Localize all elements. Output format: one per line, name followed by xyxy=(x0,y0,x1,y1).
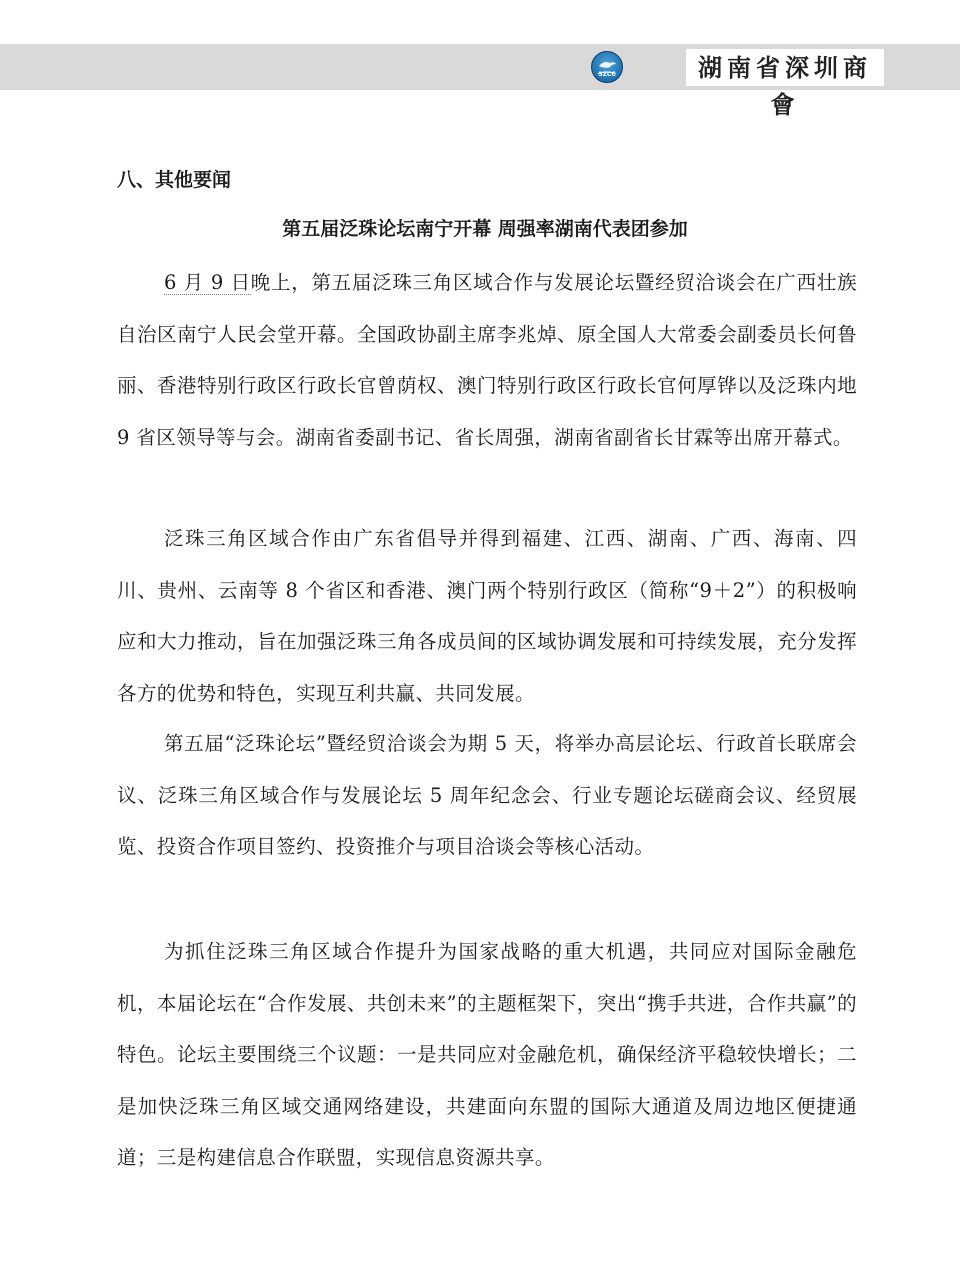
event-date: 6 月 9 日 xyxy=(164,271,251,294)
paragraph-1 xyxy=(117,257,857,463)
logo-text: SZCC xyxy=(598,71,616,78)
organization-name: 湖南省深圳商會 xyxy=(686,49,884,86)
paragraph-1-text: 晚上，第五届泛珠三角区域合作与发展论坛暨经贸洽谈会在广西壮族自治区南宁人民会堂开幕。全国政协副主席李兆焯、原全国人大常委会副委员长何鲁丽、香港特别行政区行政长官曾荫权、澳门特别行政区行政长官何厚铧以及泛珠内地 9 省区领导等与会。湖南省委副书记、省长周强，湖南省副省长甘霖等出席开幕式。 xyxy=(117,271,857,449)
section-heading: 八、其他要闻 xyxy=(117,169,232,191)
paragraph-3: 第五届“泛珠论坛”暨经贸洽谈会为期 5 天，将举办高层论坛、行政首长联席会议、泛珠三角区域合作与发展论坛 5 周年纪念会、行业专题论坛磋商会议、经贸展览、投资合作项目签约、投资推介与项目洽谈会等核心活动。 xyxy=(117,732,857,858)
article-title: 第五届泛珠论坛南宁开幕 周强率湖南代表团参加 xyxy=(282,218,688,240)
chamber-logo xyxy=(591,51,623,83)
paragraph-4: 为抓住泛珠三角区域合作提升为国家战略的重大机遇，共同应对国际金融危机，本届论坛在“合作发展、共创未来”的主题框架下，突出“携手共进，合作共赢”的特色。论坛主要围绕三个议题：一是共同应对金融危机，确保经济平稳较快增长；二是加快泛珠三角区域交通网络建设，共建面向东盟的国际大通道及周边地区便捷通道；三是构建信息合作联盟，实现信息资源共享。 xyxy=(117,940,857,1169)
paragraph-2: 泛珠三角区域合作由广东省倡导并得到福建、江西、湖南、广西、海南、四川、贵州、云南等 8 个省区和香港、澳门两个特别行政区（简称“9＋2”）的积极响应和大力推动，旨在加强泛珠三角各成员间的区域协调发展和可持续发展，充分发挥各方的优势和特色，实现互利共赢、共同发展。 xyxy=(117,527,857,705)
